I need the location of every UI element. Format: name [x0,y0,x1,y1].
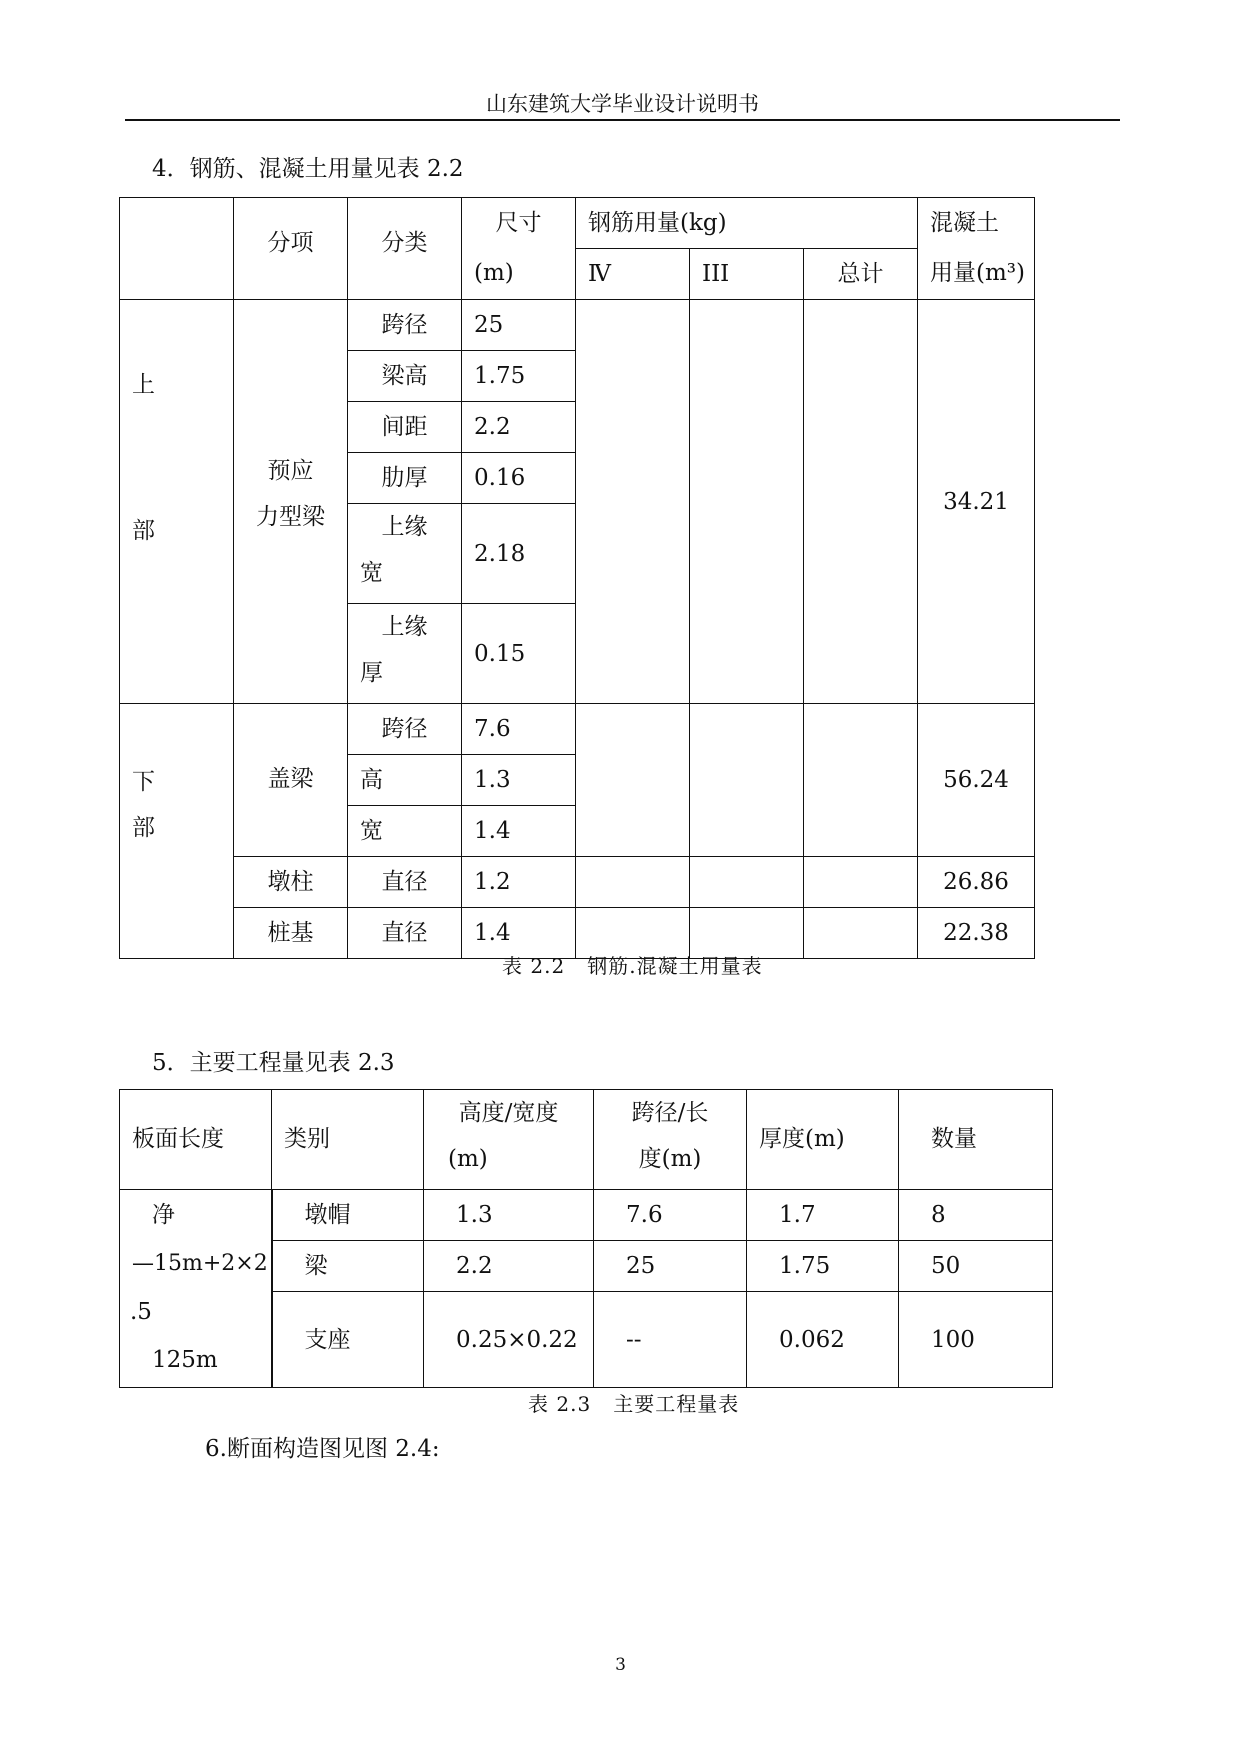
row-pier-value: 1.2 [462,857,576,908]
header-height-width [424,1090,594,1190]
row-pile-label: 直径 [348,908,462,959]
upper-part-cell [120,300,234,704]
header-size-line2: (m) [474,260,514,286]
flange-width-line2: 宽 [360,560,383,586]
row-cap-span-label: 跨径 [348,704,462,755]
row-rib-value: 0.16 [462,453,576,504]
pier-steel-iv [576,857,690,908]
table-2-2-caption: 表 2.2 钢筋.混凝土用量表 [502,954,763,978]
header-fenxiang: 分项 [234,198,348,300]
row-spacing-label: 间距 [348,402,462,453]
row-flange-thickness-value: 0.15 [462,604,576,704]
pier-column-cell: 墩柱 [234,857,348,908]
header-grade-iv: Ⅳ [576,249,690,300]
header-span-length-line1: 跨径/长 [631,1100,709,1126]
header-concrete-line1: 混凝土 [930,210,1000,236]
row-quantity: 50 [899,1241,1053,1292]
row-span-label: 跨径 [348,300,462,351]
header-span-length [594,1090,747,1190]
upper-part-line2: 部 [132,518,155,544]
row-flange-thickness-label [348,604,462,704]
header-size-line1: 尺寸 [495,210,542,236]
deck-length-line4: 125m [152,1347,218,1373]
page-header-title: 山东建筑大学毕业设计说明书 [486,92,759,116]
upper-steel-iii [690,300,804,704]
row-height-value: 1.75 [462,351,576,402]
deck-length-cell [120,1190,272,1388]
pier-steel-total [804,857,918,908]
row-span: -- [594,1292,747,1388]
beam-type-cell [234,300,348,704]
header-total: 总计 [804,249,918,300]
header-category: 类别 [272,1090,424,1190]
row-pile-value: 1.4 [462,908,576,959]
row-cap-height-label: 高 [348,755,462,806]
deck-length-line3: .5 [130,1299,152,1325]
cap-steel-total [804,704,918,857]
row-thickness: 1.7 [747,1190,899,1241]
header-quantity: 数量 [899,1090,1053,1190]
row-type: 支座 [272,1292,424,1388]
header-rule [125,119,1120,121]
beam-type-line2: 力型梁 [256,504,325,530]
table-2-3 [119,1089,1053,1388]
header-size [462,198,576,300]
row-spacing-value: 2.2 [462,402,576,453]
pile-foundation-cell: 桩基 [234,908,348,959]
cap-steel-iv [576,704,690,857]
pier-steel-iii [690,857,804,908]
header-height-width-line2: (m) [448,1146,488,1172]
row-height-width: 2.2 [424,1241,594,1292]
header-height-width-line1: 高度/宽度 [458,1100,559,1126]
lower-part-line2: 部 [132,815,155,841]
row-cap-height-value: 1.3 [462,755,576,806]
section-4-heading: 4．钢筋、混凝土用量见表 2.2 [152,156,464,182]
row-cap-width-label: 宽 [348,806,462,857]
row-span: 7.6 [594,1190,747,1241]
row-span: 25 [594,1241,747,1292]
row-height-width: 1.3 [424,1190,594,1241]
header-concrete [918,198,1035,300]
table-2-3-caption: 表 2.3 主要工程量表 [528,1392,740,1416]
header-deck-length: 板面长度 [120,1090,272,1190]
row-flange-width-label [348,504,462,604]
page-number: 3 [615,1655,626,1675]
lower-part-cell [120,704,234,959]
row-flange-width-value: 2.18 [462,504,576,604]
header-thickness: 厚度(m) [747,1090,899,1190]
header-blank-cell [120,198,234,300]
cap-beam-cell: 盖梁 [234,704,348,857]
row-type: 墩帽 [272,1190,424,1241]
section-5-heading: 5．主要工程量见表 2.3 [152,1050,395,1076]
row-thickness: 0.062 [747,1292,899,1388]
cap-steel-iii [690,704,804,857]
table-2-2 [119,197,1035,959]
row-cap-width-value: 1.4 [462,806,576,857]
row-quantity: 8 [899,1190,1053,1241]
header-span-length-line2: 度(m) [638,1146,702,1172]
beam-type-line1: 预应 [267,458,314,484]
row-height-label: 梁高 [348,351,462,402]
flange-width-line1: 上缘 [381,514,428,540]
section-6-heading: 6.断面构造图见图 2.4: [205,1436,440,1462]
flange-thickness-line2: 厚 [360,660,383,686]
header-concrete-line2: 用量(m³) [930,260,1025,286]
upper-concrete-value: 34.21 [918,300,1035,704]
header-steel: 钢筋用量(kg) [576,198,918,249]
row-thickness: 1.75 [747,1241,899,1292]
header-fenlei: 分类 [348,198,462,300]
row-rib-label: 肋厚 [348,453,462,504]
header-grade-iii: III [690,249,804,300]
lower-part-line1: 下 [132,769,155,795]
upper-steel-total [804,300,918,704]
pile-steel-total [804,908,918,959]
deck-length-line2: —15m+2×2 [132,1251,268,1276]
row-span-value: 25 [462,300,576,351]
row-cap-span-value: 7.6 [462,704,576,755]
deck-length-line1: 净 [152,1202,175,1228]
flange-thickness-line1: 上缘 [381,614,428,640]
upper-steel-iv [576,300,690,704]
upper-part-line1: 上 [132,372,155,398]
row-height-width: 0.25×0.22 [424,1292,594,1388]
pile-concrete-value: 22.38 [918,908,1035,959]
row-type: 梁 [272,1241,424,1292]
row-pier-label: 直径 [348,857,462,908]
cap-concrete-value: 56.24 [918,704,1035,857]
row-quantity: 100 [899,1292,1053,1388]
pier-concrete-value: 26.86 [918,857,1035,908]
